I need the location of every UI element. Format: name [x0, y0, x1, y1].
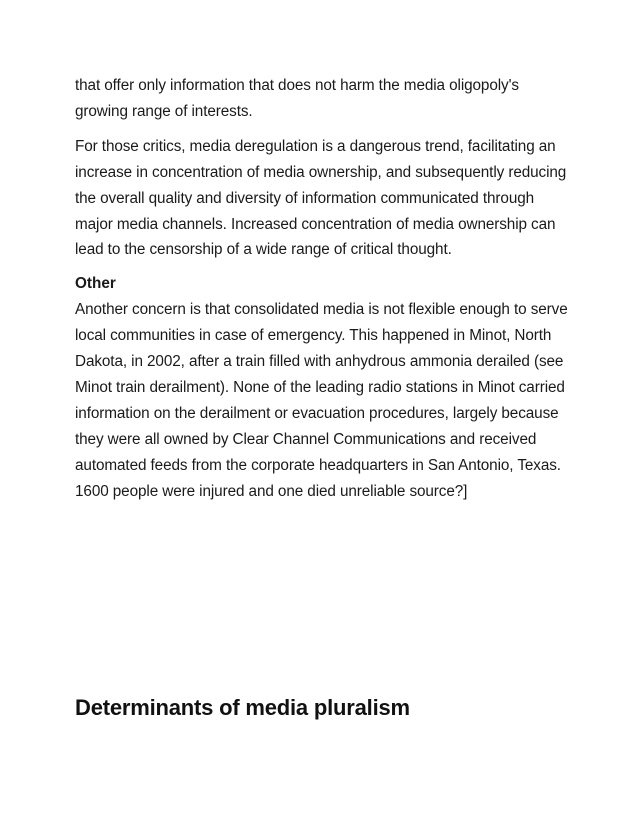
- subheading-other: Other: [75, 275, 116, 293]
- paragraph-oligopoly: that offer only information that does not harm the media oligopoly's growing range of interests.: [75, 77, 519, 120]
- paragraph-deregulation: For those critics, media deregulation is a dangerous trend, facilitating an increase in concentration of media ownership, and subsequently reducing the overall quality and diversity of information communicated through major media channels. Increased concentration of media ownership can lead to the censorship of a wide range of critical thought.: [75, 137, 567, 259]
- paragraph-emergency: Another concern is that consolidated media is not flexible enough to serve local communities in case of emergency. This happened in Minot, North Dakota, in 2002, after a train filled with anhydrous ammonia derailed (see Minot train derailment). None of the leading radio stations in Minot carried information on the derailment or evacuation procedures, largely because they were all owned by Clear Channel Communications and received automated feeds from the corporate headquarters in San Antonio, Texas. 1600 people were injured and one died unreliable source?]: [75, 301, 568, 500]
- document-body: [75, 73, 575, 505]
- section-heading-media-pluralism: Determinants of media pluralism: [75, 695, 410, 720]
